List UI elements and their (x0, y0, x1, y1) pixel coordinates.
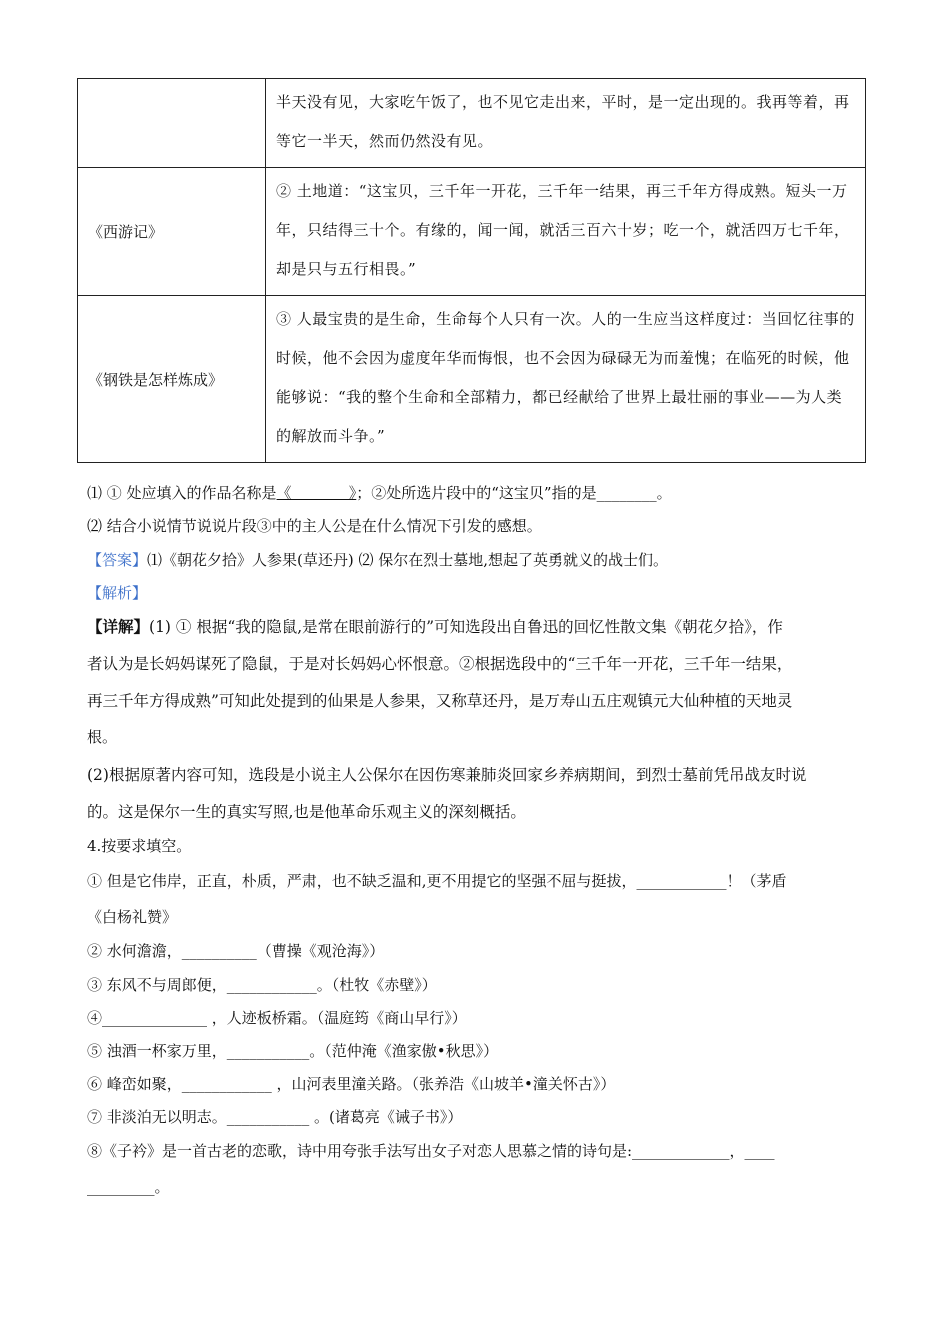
answer-line (87, 549, 862, 570)
sub1-prompt-2: ；②处所选片段中的“这宝贝”指的是________。 (356, 484, 672, 502)
excerpt-cell: 半天没有见，大家吃午饭了，也不见它走出来，平时，是一定出现的。我再等着，再等它一半天，然而仍然没有见。 (266, 79, 866, 168)
q4-item: ④______________ ，人迹板桥霜。（温庭筠《商山早行》） (87, 1009, 467, 1027)
detail-text: (1) ① 根据“我的隐鼠,是常在眼前游行的”可知选段出自鲁迅的回忆性散文集《朝花夕拾》，作 (149, 618, 783, 636)
table-row (78, 79, 866, 168)
table-row (78, 296, 866, 463)
work-title-cell (78, 79, 266, 168)
question-4-title: 4.按要求填空。 (87, 837, 192, 855)
work-title-cell: 《西游记》 (78, 168, 266, 296)
q4-item: ⑧《子衿》是一首古老的恋歌，诗中用夸张手法写出女子对恋人思慕之情的诗句是:_____________，____ (87, 1142, 775, 1160)
detail-label: 【详解】 (87, 617, 150, 636)
q4-item: _________。 (87, 1178, 170, 1196)
sub1-blank: 《 》 (276, 484, 357, 502)
q4-item: ③ 东风不与周郎便，____________。（杜牧《赤壁》） (87, 976, 437, 994)
detail-line-3: 再三千年方得成熟”可知此处提到的仙果是人参果，又称草还丹，是万寿山五庄观镇元大仙种植的天地灵 (87, 692, 793, 710)
question-3-sub1 (87, 482, 862, 503)
analysis-label: 【解析】 (87, 584, 148, 602)
q4-item: ① 但是它伟岸，正直，朴质，严肃，也不缺乏温和,更不用提它的坚强不屈与挺拔，____________！（茅盾 (87, 872, 787, 890)
sub1-prompt: ⑴ ① 处应填入的作品名称是 (87, 484, 277, 502)
answer-text: ⑴《朝花夕拾》人参果(草还丹) ⑵ 保尔在烈士墓地,想起了英勇就义的战士们。 (147, 551, 669, 569)
question-3-sub2: ⑵ 结合小说情节说说片段③中的主人公是在什么情况下引发的感想。 (87, 517, 542, 535)
q4-item: ⑥ 峰峦如聚，____________ ，山河表里潼关路。（张养浩《山坡羊•潼关怀古》） (87, 1075, 616, 1093)
detail-line-5: (2)根据原著内容可知，选段是小说主人公保尔在因伤寒兼肺炎回家乡养病期间，到烈士墓前凭吊战友时说 (87, 766, 807, 784)
detail-line-1 (87, 615, 862, 637)
q4-item: 《白杨礼赞》 (87, 908, 178, 926)
work-title-cell: 《钢铁是怎样炼成》 (78, 296, 266, 463)
table-row (78, 168, 866, 296)
q4-item: ② 水何澹澹，__________（曹操《观沧海》） (87, 942, 385, 960)
answer-label: 【答案】 (87, 551, 148, 569)
detail-line-4: 根。 (87, 728, 118, 746)
q4-item: ⑤ 浊酒一杯家万里，___________。（范仲淹《渔家傲•秋思》） (87, 1042, 499, 1060)
detail-line-1-content (87, 615, 783, 637)
detail-line-2: 者认为是长妈妈谋死了隐鼠，于是对长妈妈心怀恨意。②根据选段中的“三千年一开花，三千年一结果， (87, 655, 793, 673)
works-excerpt-table (77, 78, 866, 463)
detail-line-6: 的。这是保尔一生的真实写照,也是他革命乐观主义的深刻概括。 (87, 803, 526, 821)
excerpt-cell: ③ 人最宝贵的是生命，生命每个人只有一次。人的一生应当这样度过：当回忆往事的时候，他不会因为虚度年华而悔恨，也不会因为碌碌无为而羞愧；在临死的时候，他能够说：“我的整个生命和全部精力，都已经献给了世界上最壮丽的事业——为人类的解放而斗争。” (266, 296, 866, 463)
q4-item: ⑦ 非淡泊无以明志。___________ 。(诸葛亮《诫子书》） (87, 1108, 463, 1126)
excerpt-cell: ② 土地道：“这宝贝，三千年一开花，三千年一结果，再三千年方得成熟。短头一万年，只结得三十个。有缘的，闻一闻，就活三百六十岁；吃一个，就活四万七千年，却是只与五行相畏。” (266, 168, 866, 296)
